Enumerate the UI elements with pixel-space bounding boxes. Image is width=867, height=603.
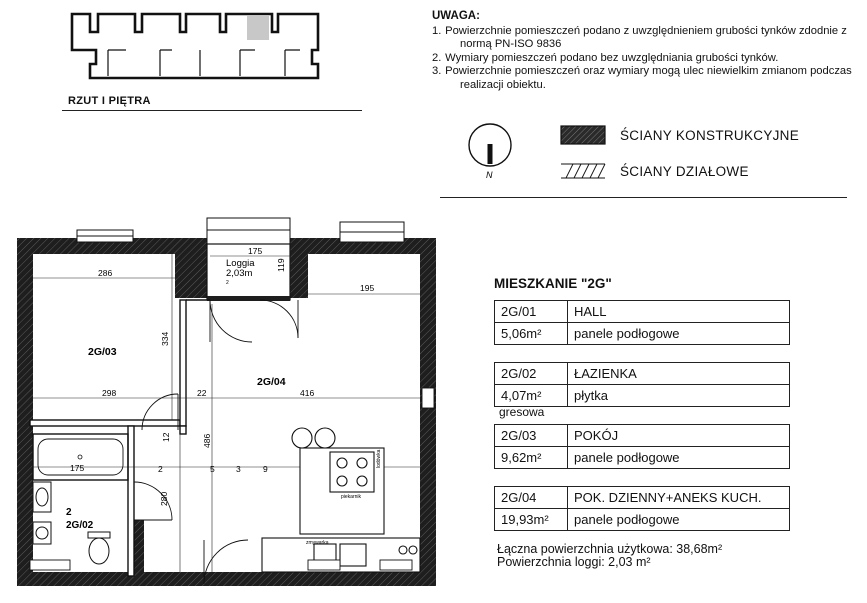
dim-298: 298 bbox=[102, 388, 117, 398]
dim-195: 195 bbox=[360, 283, 375, 293]
room-number-2: 2 bbox=[66, 507, 72, 518]
legend-structural bbox=[560, 124, 799, 146]
room-code: 2G/03 bbox=[495, 425, 568, 447]
dim-22: 22 bbox=[197, 388, 207, 398]
note-number: 3. bbox=[432, 65, 442, 78]
key-plan-inner-lines bbox=[108, 50, 300, 76]
dim-5: 5 bbox=[210, 464, 215, 474]
notes-block bbox=[432, 10, 852, 93]
note-text: Powierzchnie pomieszczeń oraz wymiary mogą ulec niewielkim zmianom podczas realizacji obiektu. bbox=[445, 65, 852, 91]
table-row bbox=[495, 509, 790, 531]
room-label-2g02: 2G/02 bbox=[66, 520, 94, 531]
key-plan-underline bbox=[62, 110, 362, 111]
room-finish: panele podłogowe bbox=[568, 447, 790, 469]
toilet bbox=[88, 532, 110, 564]
room-code: 2G/02 bbox=[495, 363, 568, 385]
note-number: 2. bbox=[432, 51, 442, 64]
dim-175-bath: 175 bbox=[70, 463, 85, 473]
loggia-name: Loggia bbox=[226, 258, 255, 269]
room-finish: panele podłogowe bbox=[568, 509, 790, 531]
key-plan bbox=[60, 10, 330, 82]
compass-needle bbox=[488, 144, 493, 164]
room-name: ŁAZIENKA bbox=[568, 363, 790, 385]
note-3 bbox=[432, 65, 852, 92]
room-finish-overflow: gresowa bbox=[499, 405, 545, 419]
floor-plan bbox=[0, 208, 440, 598]
total-area: Łączna powierzchnia użytkowa: 38,68m² bbox=[497, 542, 723, 556]
note-1 bbox=[432, 25, 852, 52]
dim-280: 280 bbox=[159, 491, 169, 506]
dim-2: 2 bbox=[158, 464, 163, 474]
room-code: 2G/04 bbox=[495, 487, 568, 509]
washing-machine bbox=[33, 522, 51, 544]
table-row bbox=[495, 447, 790, 469]
dim-3: 3 bbox=[236, 464, 241, 474]
room-code: 2G/01 bbox=[495, 301, 568, 323]
dim-12: 12 bbox=[161, 432, 171, 442]
room-finish: panele podłogowe bbox=[568, 323, 790, 345]
bathtub bbox=[33, 434, 128, 480]
table-row bbox=[495, 323, 790, 345]
legend-structural-label: ŚCIANY KONSTRUKCYJNE bbox=[620, 127, 800, 143]
table-row bbox=[495, 363, 790, 385]
legend-partition bbox=[560, 160, 749, 182]
room-area: 19,93m² bbox=[495, 509, 568, 531]
notes-title: UWAGA: bbox=[432, 10, 480, 22]
key-plan-highlighted-unit bbox=[247, 16, 269, 40]
room-area: 5,06m² bbox=[495, 323, 568, 345]
loggia-area-sup: 2 bbox=[226, 280, 229, 286]
structural-wall-swatch bbox=[560, 125, 606, 145]
key-plan-outline bbox=[72, 14, 318, 78]
partition-walls bbox=[30, 300, 210, 576]
key-plan-label: RZUT I PIĘTRA bbox=[68, 95, 151, 107]
kitchen-island bbox=[292, 428, 384, 534]
room-finish: płytka bbox=[568, 385, 790, 407]
loggia-area-summary: Powierzchnia loggi: 2,03 m² bbox=[497, 555, 651, 569]
partition-wall-swatch bbox=[560, 161, 606, 181]
dim-286: 286 bbox=[98, 268, 113, 278]
room-name: HALL bbox=[568, 301, 790, 323]
table-row bbox=[495, 487, 790, 509]
windows bbox=[77, 218, 404, 244]
room-label-2g03: 2G/03 bbox=[88, 346, 117, 358]
loggia-area: 2,03m bbox=[226, 268, 253, 279]
area-summary bbox=[497, 543, 722, 569]
table-row bbox=[495, 425, 790, 447]
north-arrow-icon bbox=[466, 121, 516, 181]
room-name: POKÓJ bbox=[568, 425, 790, 447]
note-number: 1. bbox=[432, 24, 442, 37]
room-table-bathroom bbox=[494, 362, 790, 407]
room-area: 4,07m² bbox=[495, 385, 568, 407]
dim-416: 416 bbox=[300, 388, 315, 398]
legend-partition-label: ŚCIANY DZIAŁOWE bbox=[620, 163, 749, 179]
dim-486: 486 bbox=[202, 433, 212, 448]
dim-9: 9 bbox=[263, 464, 268, 474]
dim-334: 334 bbox=[160, 331, 170, 346]
note-text: Powierzchnie pomieszczeń podano z uwzględnieniem grubości tynków zdodnie z normą PN-ISO 9836 bbox=[445, 24, 847, 51]
washbasin bbox=[33, 482, 51, 512]
appliance-label-fridge: lodówka bbox=[376, 449, 382, 468]
legend-divider bbox=[440, 197, 847, 198]
compass-letter: N bbox=[486, 170, 493, 180]
unit-title: MIESZKANIE "2G" bbox=[494, 276, 612, 291]
appliance-label-oven: piekarnik bbox=[341, 494, 362, 500]
note-2 bbox=[432, 52, 852, 66]
appliance-label-dishwasher: zmywarka bbox=[306, 540, 329, 546]
room-table-room bbox=[494, 424, 790, 469]
room-area: 9,62m² bbox=[495, 447, 568, 469]
room-table-hall bbox=[494, 300, 790, 345]
dim-119: 119 bbox=[276, 258, 286, 272]
note-text: Wymiary pomieszczeń podano bez uwzględniania grubości tynków. bbox=[445, 51, 779, 64]
table-row bbox=[495, 301, 790, 323]
table-row bbox=[495, 385, 790, 407]
dim-175-loggia: 175 bbox=[248, 246, 263, 256]
room-label-2g04: 2G/04 bbox=[257, 376, 286, 388]
room-table-living-kitchen bbox=[494, 486, 790, 531]
room-name: POK. DZIENNY+ANEKS KUCH. bbox=[568, 487, 790, 509]
